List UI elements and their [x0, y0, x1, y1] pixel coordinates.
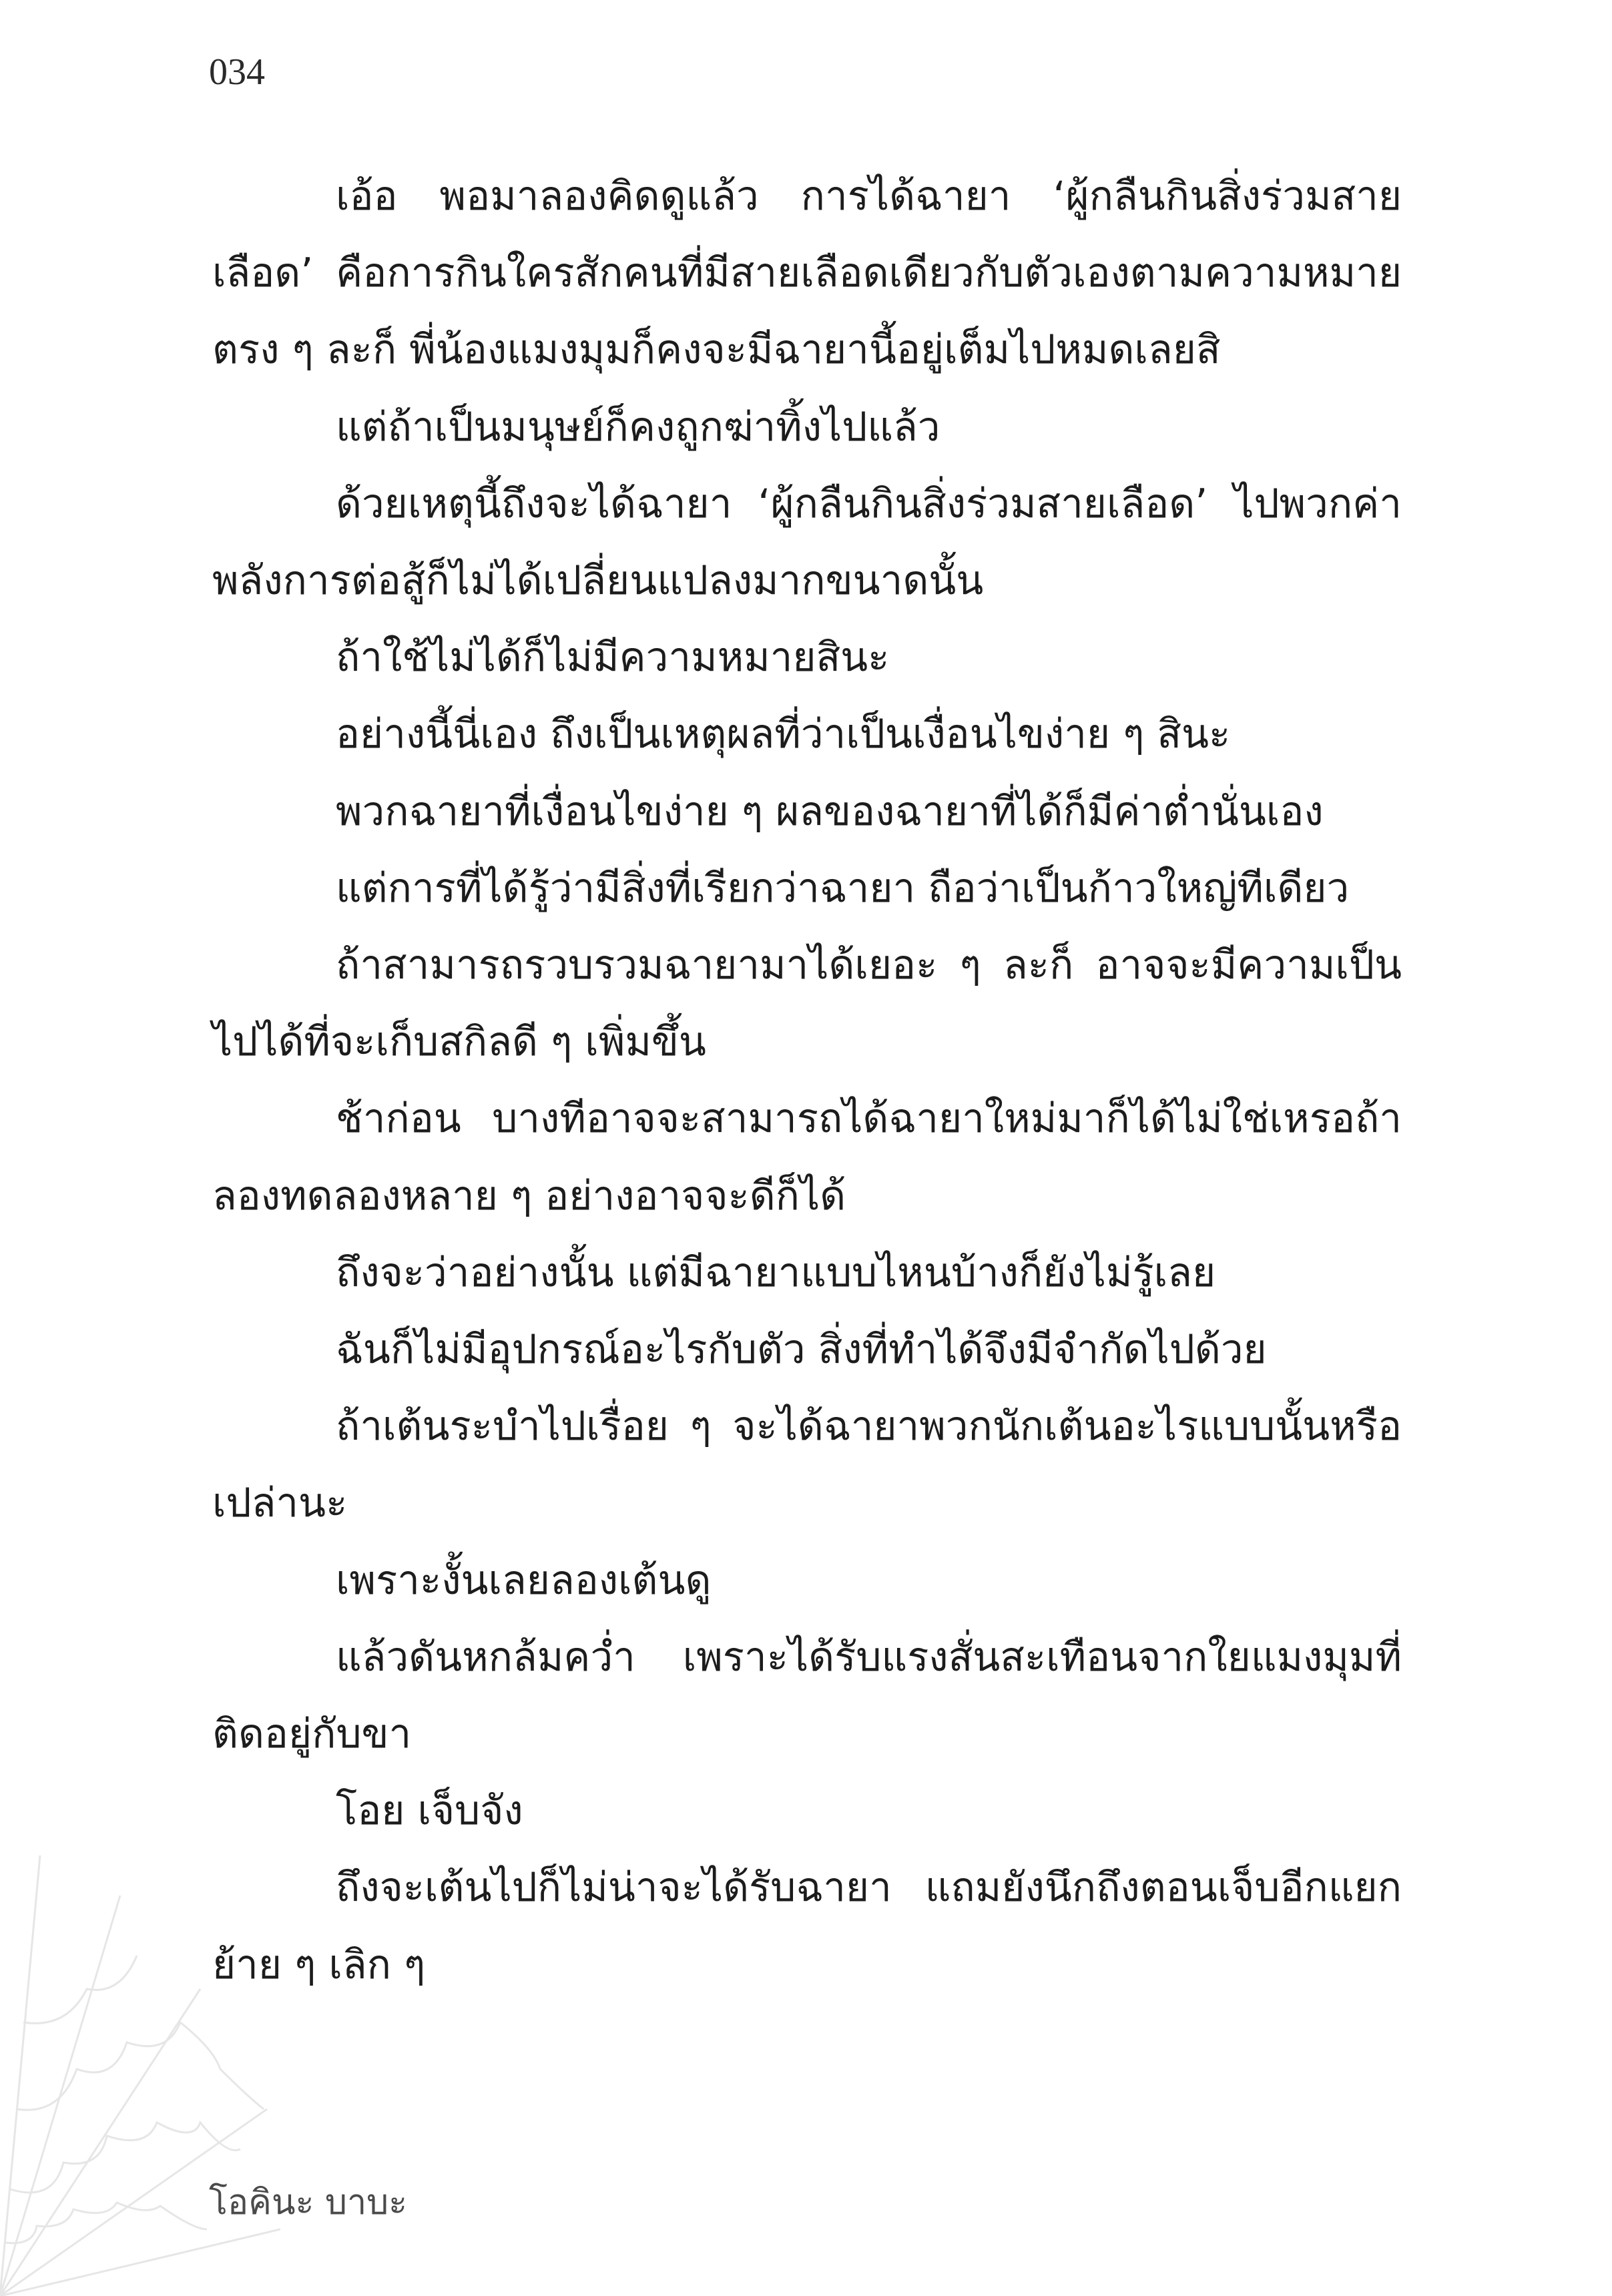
- paragraph: ถึงจะเต้นไปก็ไม่น่าจะได้รับฉายา แถมยังนึกถึงตอนเจ็บอีกแยกย้าย ๆ เลิก ๆ: [212, 1864, 1402, 1988]
- paragraph: อย่างนี้นี่เอง ถึงเป็นเหตุผลที่ว่าเป็นเงื่อนไขง่าย ๆ สินะ: [336, 711, 1231, 758]
- paragraph: ช้าก่อน บางทีอาจจะสามารถได้ฉายาใหม่มาก็ได้ไม่ใช่เหรอถ้าลองทดลองหลาย ๆ อย่างอาจจะดีก็ได้: [212, 1095, 1402, 1219]
- paragraph: แต่การที่ได้รู้ว่ามีสิ่งที่เรียกว่าฉายา ถือว่าเป็นก้าวใหญ่ทีเดียว: [336, 864, 1350, 912]
- paragraph: ถึงจะว่าอย่างนั้น แต่มีฉายาแบบไหนบ้างก็ยังไม่รู้เลย: [336, 1249, 1216, 1296]
- paragraph: เพราะงั้นเลยลองเต้นดู: [336, 1556, 712, 1604]
- paragraph: ถ้าเต้นระบำไปเรื่อย ๆ จะได้ฉายาพวกนักเต้นอะไรแบบนั้นหรือเปล่านะ: [212, 1403, 1402, 1527]
- chapter-body-text: [212, 158, 1402, 2004]
- paragraph: ด้วยเหตุนี้ถึงจะได้ฉายา ‘ผู้กลืนกินสิ่งร่วมสายเลือด’ ไปพวกค่าพลังการต่อสู้ก็ไม่ได้เปลี่ยนแปลงมากขนาดนั้น: [212, 480, 1402, 605]
- book-title-footer: โอคินะ บาบะ: [209, 2183, 408, 2223]
- paragraph: โอย เจ็บจัง: [336, 1787, 523, 1835]
- paragraph: ถ้าใช้ไม่ได้ก็ไม่มีความหมายสินะ: [336, 634, 890, 681]
- paragraph: ถ้าสามารถรวบรวมฉายามาได้เยอะ ๆ ละก็ อาจจะมีความเป็นไปได้ที่จะเก็บสกิลดี ๆ เพิ่มขึ้น: [212, 942, 1402, 1066]
- paragraph: แล้วดันหกล้มคว่ำ เพราะได้รับแรงสั่นสะเทือนจากใยแมงมุมที่ติดอยู่กับขา: [212, 1633, 1402, 1758]
- paragraph: เอ้อ พอมาลองคิดดูแล้ว การได้ฉายา ‘ผู้กลืนกินสิ่งร่วมสายเลือด’ คือการกินใครสักคนที่มีสายเลือดเดียวกับตัวเองตามความหมายตรง ๆ ละก็ พี่น้องแมงมุมก็คงจะมีฉายานี้อยู่เต็มไปหมดเลยสิ: [212, 173, 1402, 374]
- page-number: 034: [209, 51, 265, 93]
- paragraph: แต่ถ้าเป็นมนุษย์ก็คงถูกฆ่าทิ้งไปแล้ว: [336, 403, 941, 451]
- paragraph: ฉันก็ไม่มีอุปกรณ์อะไรกับตัว สิ่งที่ทำได้จึงมีจำกัดไปด้วย: [336, 1326, 1267, 1374]
- paragraph: พวกฉายาที่เงื่อนไขง่าย ๆ ผลของฉายาที่ได้ก็มีค่าต่ำนั่นเอง: [336, 788, 1324, 835]
